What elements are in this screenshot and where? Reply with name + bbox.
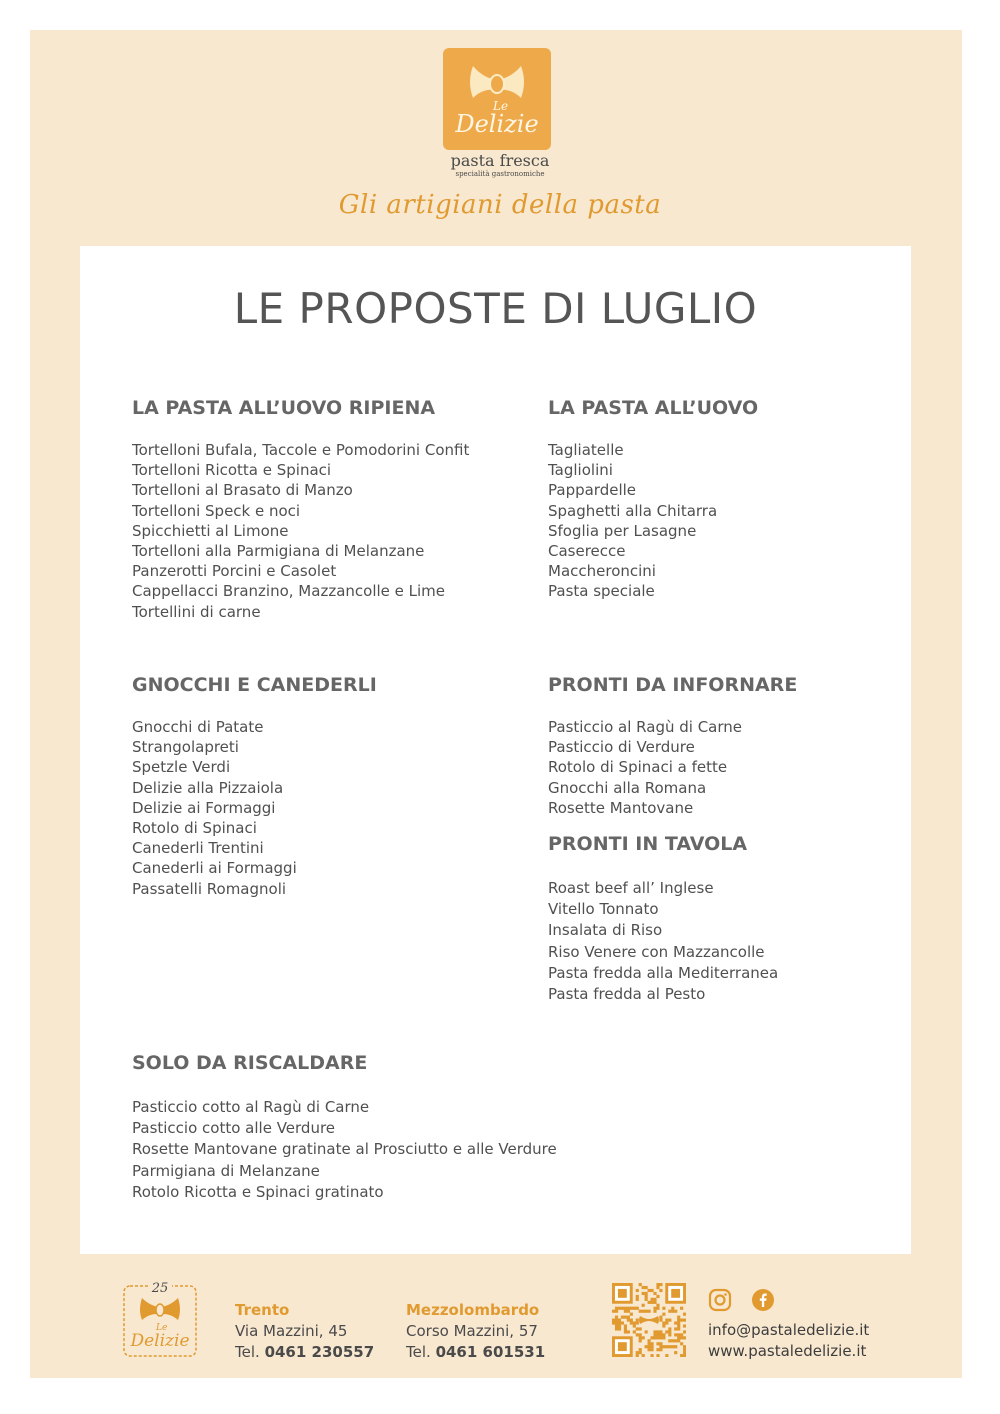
list-item: Delizie ai Formaggi (132, 798, 276, 817)
qr-code[interactable] (612, 1283, 686, 1357)
list-item: Pasticcio cotto al Ragù di Carne (132, 1098, 370, 1116)
list-item: Spetzle Verdi (132, 758, 231, 777)
brand-tagline: Gli artigiani della pasta (338, 190, 662, 220)
section-heading: PRONTI DA INFORNARE (548, 674, 798, 696)
list-item: Tagliatelle (548, 441, 624, 459)
contact-info (708, 1320, 869, 1362)
tel-label: Tel. (235, 1343, 260, 1361)
list-item: Pasta fredda alla Mediterranea (548, 963, 779, 982)
social-links (708, 1288, 789, 1316)
instagram-icon[interactable] (708, 1288, 732, 1316)
list-item: Tagliolini (548, 461, 613, 480)
shop-phone[interactable]: 0461 601531 (435, 1343, 546, 1361)
list-item: Rosette Mantovane (548, 798, 694, 817)
list-item: Maccheroncini (548, 562, 656, 581)
section-pasta-ripiena (132, 396, 512, 622)
list-item: Rotolo Ricotta e Spinaci gratinato (132, 1182, 384, 1201)
list-item: Pappardelle (548, 481, 637, 500)
list-item: Delizie alla Pizzaiola (132, 778, 284, 797)
list-item: Tortelloni Speck e noci (132, 501, 301, 520)
section-pronti-tavola (548, 832, 928, 1005)
list-item: Tortelloni Ricotta e Spinaci (132, 461, 332, 480)
section-heading: GNOCCHI E CANEDERLI (132, 674, 377, 696)
list-item: Roast beef all’ Inglese (548, 879, 714, 897)
list-item: Parmigiana di Melanzane (132, 1161, 320, 1180)
footer-logo-years: 25 (151, 1281, 169, 1296)
email-link[interactable]: info@pastaledelizie.it (708, 1321, 870, 1339)
facebook-icon[interactable] (751, 1288, 775, 1316)
shop-address: Corso Mazzini, 57 (406, 1322, 538, 1340)
list-item: Tortelloni alla Parmigiana di Melanzane (132, 542, 425, 561)
section-heading: PRONTI IN TAVOLA (548, 833, 748, 855)
list-item: Pasticcio di Verdure (548, 738, 695, 757)
footer-logo-word: Delizie (130, 1331, 190, 1351)
section-heading: LA PASTA ALL’UOVO (548, 397, 759, 419)
brand-name-block (420, 152, 580, 179)
list-item: Canederli Trentini (132, 839, 264, 858)
tel-label: Tel. (406, 1343, 431, 1361)
section-gnocchi-canederli (132, 673, 512, 899)
list-item: Spicchietti al Limone (132, 521, 289, 540)
shop-trento (235, 1300, 374, 1363)
list-item: Panzerotti Porcini e Casolet (132, 562, 337, 581)
list-item: Insalata di Riso (548, 921, 663, 940)
shop-city: Trento (235, 1301, 290, 1319)
list-item: Gnocchi di Patate (132, 718, 264, 736)
list-item: Sfoglia per Lasagne (548, 521, 697, 540)
brand-logo (443, 48, 551, 150)
shop-address: Via Mazzini, 45 (235, 1322, 348, 1340)
shop-phone[interactable]: 0461 230557 (264, 1343, 375, 1361)
list-item: Strangolapreti (132, 738, 239, 757)
list-item: Pasticcio cotto alle Verdure (132, 1119, 336, 1138)
list-item: Tortelloni Bufala, Taccole e Pomodorini Confit (132, 441, 470, 459)
website-link[interactable]: www.pastaledelizie.it (708, 1342, 867, 1360)
section-solo-riscaldare (132, 1051, 632, 1203)
brand-subtitle: specialità gastronomiche (455, 170, 545, 178)
section-heading: SOLO DA RISCALDARE (132, 1052, 368, 1074)
list-item: Vitello Tonnato (548, 900, 659, 919)
item-list (548, 440, 928, 602)
list-item: Caserecce (548, 542, 626, 561)
list-item: Riso Venere con Mazzancolle (548, 942, 765, 961)
list-item: Rotolo di Spinaci (132, 819, 257, 838)
list-item: Gnocchi alla Romana (548, 778, 707, 797)
shop-mezzolombardo (406, 1300, 545, 1363)
section-pasta-uovo (548, 396, 928, 602)
list-item: Pasta fredda al Pesto (548, 985, 706, 1004)
section-pronti-infornare (548, 673, 928, 818)
item-list (132, 440, 512, 622)
item-list (132, 717, 512, 899)
list-item: Pasticcio al Ragù di Carne (548, 718, 743, 736)
list-item: Rotolo di Spinaci a fette (548, 758, 728, 777)
list-item: Passatelli Romagnoli (132, 879, 287, 898)
list-item: Cappellacci Branzino, Mazzancolle e Lime (132, 582, 446, 601)
svg-text:Le: Le (493, 99, 509, 113)
list-item: Tortellini di carne (132, 602, 261, 621)
shop-city: Mezzolombardo (406, 1301, 540, 1319)
page-title: LE PROPOSTE DI LUGLIO (233, 284, 758, 333)
brand-name: pasta fresca (450, 151, 550, 170)
footer-logo (122, 1280, 198, 1358)
list-item: Rosette Mantovane gratinate al Prosciutto e alle Verdure (132, 1140, 557, 1159)
item-list (548, 717, 928, 818)
list-item: Canederli ai Formaggi (132, 859, 297, 878)
item-list (548, 878, 928, 1005)
section-heading: LA PASTA ALL’UOVO RIPIENA (132, 397, 436, 419)
list-item: Pasta speciale (548, 582, 655, 601)
list-item: Spaghetti alla Chitarra (548, 501, 718, 520)
svg-text:Delizie: Delizie (455, 110, 539, 138)
footer-logo-word-small: Le (156, 1323, 168, 1333)
list-item: Tortelloni al Brasato di Manzo (132, 481, 353, 500)
item-list (132, 1097, 632, 1203)
